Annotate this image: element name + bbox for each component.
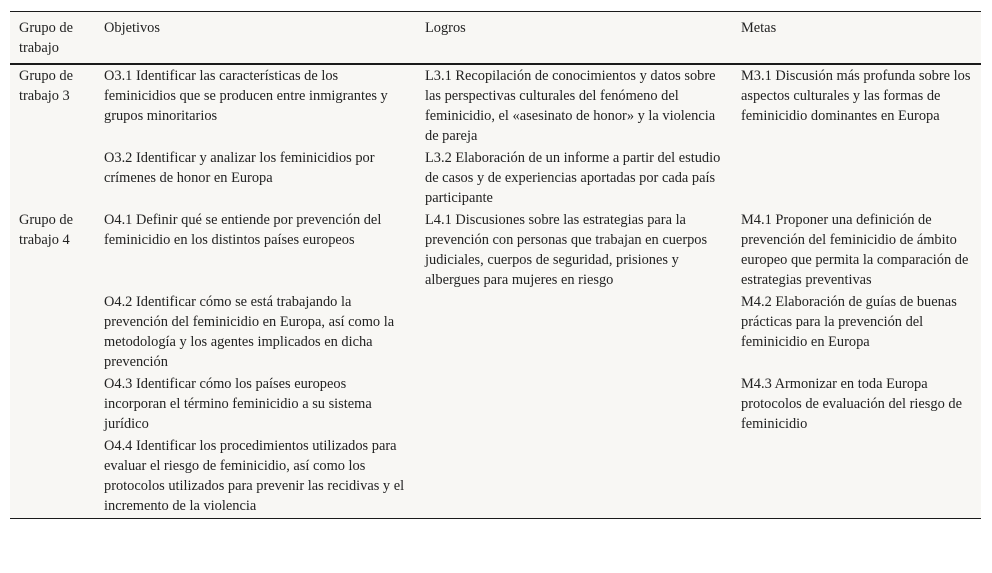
objetivo-cell: O3.2 Identificar y analizar los feminicidios por crímenes de honor en Europa — [104, 150, 375, 186]
objetivo-cell: O4.2 Identificar cómo se está trabajando la prevención del feminicidio en Europa, así como la metodología y los agentes implicados en dicha prevención — [104, 294, 395, 370]
objetivo-cell: O4.4 Identificar los procedimientos utilizados para evaluar el riesgo de feminicidio, así como los protocolos utilizados para prevenir las recidivas y el incremento de la violencia — [104, 438, 405, 514]
logro-cell — [417, 436, 733, 518]
table-row — [10, 64, 981, 148]
header-logros: Logros — [417, 12, 733, 64]
objetivo-cell: O3.1 Identificar las características de los feminicidios que se producen entre inmigrantes y grupos minoritarios — [104, 68, 388, 124]
group-cell: Grupo de trabajo 3 — [19, 68, 73, 104]
objectives-table-container — [10, 11, 981, 519]
table-row — [10, 210, 981, 292]
meta-cell: M3.1 Discusión más profunda sobre los aspectos culturales y las formas de feminicidio dominantes en Europa — [741, 68, 971, 124]
table-row — [10, 374, 981, 436]
table-header-row — [10, 12, 981, 64]
header-metas: Metas — [733, 12, 981, 64]
group-cell — [10, 292, 96, 374]
logro-cell: L4.1 Discusiones sobre las estrategias para la prevención con personas que trabajan en cuerpos judiciales, cuerpos de seguridad, prisiones y albergues para mujeres en riesgo — [425, 212, 708, 288]
meta-cell — [733, 148, 981, 210]
objectives-table — [10, 12, 981, 518]
meta-cell: M4.3 Armonizar en toda Europa protocolos de evaluación del riesgo de feminicidio — [741, 376, 962, 432]
logro-cell — [417, 374, 733, 436]
objetivo-cell: O4.1 Definir qué se entiende por prevención del feminicidio en los distintos países europeos — [104, 212, 382, 248]
header-objetivos: Objetivos — [96, 12, 417, 64]
meta-cell: M4.1 Proponer una definición de prevención del feminicidio de ámbito europeo que permita la comparación de estrategias preventivas — [741, 212, 969, 288]
logro-cell: L3.2 Elaboración de un informe a partir del estudio de casos y de experiencias aportadas por cada país participante — [425, 150, 721, 206]
group-cell — [10, 374, 96, 436]
group-cell — [10, 148, 96, 210]
objetivo-cell: O4.3 Identificar cómo los países europeos incorporan el término feminicidio a su sistema jurídico — [104, 376, 372, 432]
table-row — [10, 292, 981, 374]
meta-cell: M4.2 Elaboración de guías de buenas prácticas para la prevención del feminicidio en Europa — [741, 294, 957, 350]
table-row — [10, 436, 981, 518]
group-cell: Grupo de trabajo 4 — [19, 212, 73, 248]
table-row — [10, 148, 981, 210]
logro-cell — [417, 292, 733, 374]
header-grupo: Grupo de trabajo — [10, 12, 96, 64]
logro-cell: L3.1 Recopilación de conocimientos y datos sobre las perspectivas culturales del fenómeno del feminicidio, el «asesinato de honor» y la violencia de pareja — [425, 68, 716, 144]
group-cell — [10, 436, 96, 518]
meta-cell — [733, 436, 981, 518]
